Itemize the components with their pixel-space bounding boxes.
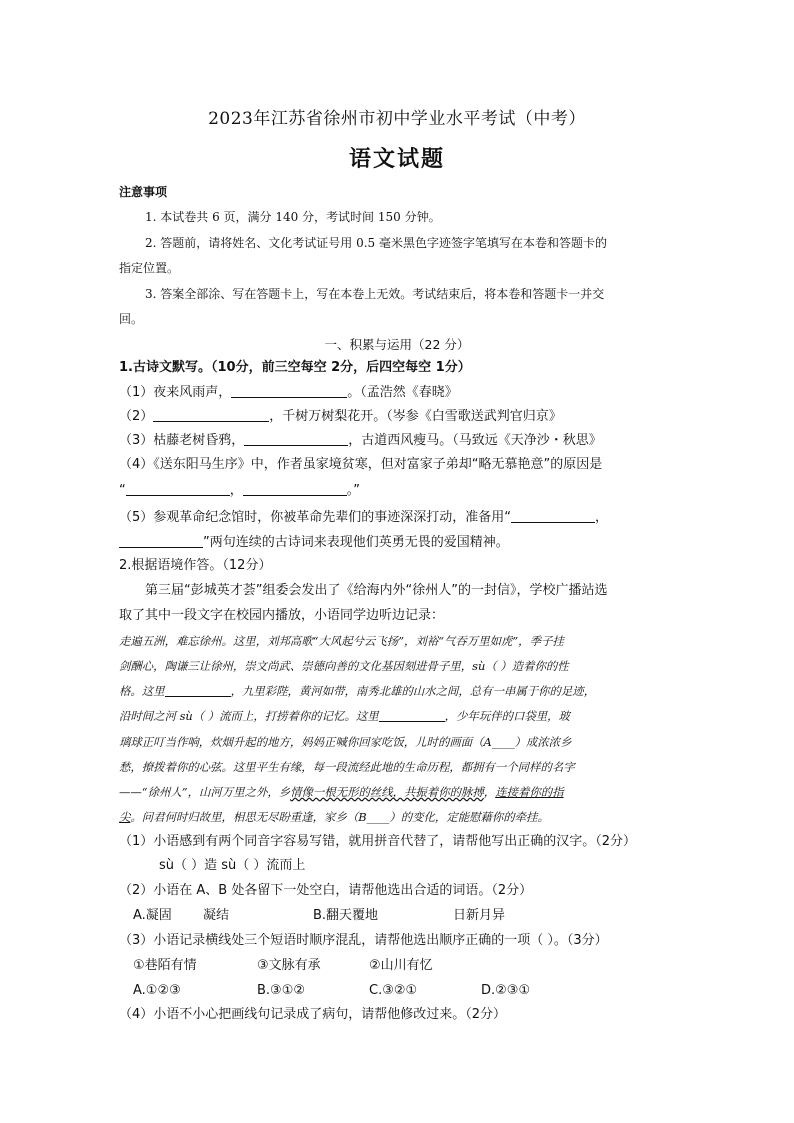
record-line-8 bbox=[119, 808, 679, 826]
q1-part4b bbox=[119, 481, 679, 500]
answer-blank[interactable] bbox=[119, 533, 203, 548]
q1-part2-a: （2） bbox=[119, 409, 154, 424]
record-line-5: 璃球正叮当作响，炊烟升起的地方，妈妈正喊你回家吃饭，儿时的画面（A____）成浓浓乡 bbox=[119, 735, 572, 749]
record-line-6: 愁，撩拨着你的心弦。这里平生有缘，每一段流经此地的生命历程，都拥有一个同样的名字 bbox=[119, 760, 575, 774]
q1-part5b bbox=[119, 533, 679, 552]
choice-d: D.②③① bbox=[481, 983, 531, 998]
q2-sub3-options bbox=[119, 982, 693, 1000]
answer-blank[interactable] bbox=[126, 481, 230, 496]
notice-heading: 注意事项 bbox=[119, 185, 168, 199]
q2-sub1: （1）小语感到有两个同音字容易写错，就用拼音代替了，请帮他写出正确的汉字。（2分） bbox=[119, 834, 637, 849]
record-line-1: 走遍五洲，难忘徐州。这里，刘邦高歌“大风起兮云飞扬”，刘裕“气吞万里如虎”，季子挂 bbox=[119, 634, 564, 648]
option-b2: 日新月异 bbox=[453, 908, 506, 923]
q2-sub2: （2）小语在 A、B 处各留下一处空白，请帮他选出合适的词语。（2分） bbox=[119, 883, 533, 898]
q2-sub3-items bbox=[119, 957, 693, 975]
choice-a: A.①②③ bbox=[133, 983, 181, 998]
q2-sub2-options bbox=[119, 907, 693, 925]
record-8-underline: 尖 bbox=[119, 810, 131, 824]
notice-item-2b: 指定位置。 bbox=[119, 261, 180, 275]
record-line-4 bbox=[119, 707, 679, 725]
q1-part1-a: （1）夜来风雨声， bbox=[119, 385, 232, 400]
notice-item-3b: 回。 bbox=[119, 312, 144, 326]
notice-item-1: 1. 本试卷共 6 页，满分 140 分，考试时间 150 分钟。 bbox=[145, 210, 441, 224]
exam-title: 2023年江苏省徐州市初中学业水平考试（中考） bbox=[208, 109, 586, 129]
section-heading: 一、积累与运用（22 分） bbox=[324, 337, 470, 352]
option-a2: 凝结 bbox=[203, 908, 230, 923]
answer-blank[interactable] bbox=[511, 508, 595, 523]
record-3a: 格。这里 bbox=[119, 684, 165, 698]
phrase-2: ②山川有忆 bbox=[369, 958, 433, 973]
q1-part5a bbox=[119, 508, 679, 527]
q1-stem bbox=[119, 359, 679, 377]
q1-part2 bbox=[119, 407, 679, 426]
q1-part5-c: ”两句连续的古诗词来表现他们英勇无畏的爱国精神。 bbox=[203, 535, 509, 550]
q1-part2-b: ，千树万树梨花开。（岑参《白雪歌送武判官归京》 bbox=[269, 409, 562, 424]
record-7a: ——“徐州人”，山河万里之外，乡 bbox=[119, 785, 291, 799]
q1-part1 bbox=[119, 383, 679, 402]
answer-blank[interactable] bbox=[231, 383, 347, 398]
q1-part3-b: ，古道西风瘦马。（马致远《天净沙・秋思》 bbox=[348, 433, 602, 448]
record-3b: ，九里彩陛，黄河如带，南秀北雄的山水之间，总有一串属于你的足迹， bbox=[230, 684, 596, 698]
answer-blank[interactable] bbox=[243, 481, 347, 496]
q2-sub4: （4）小语不小心把画线句记录成了病句，请帮他修改过来。（2分） bbox=[119, 1007, 507, 1022]
choice-b: B.③①② bbox=[257, 983, 306, 998]
notice-item-2a: 2. 答题前，请将姓名、文化考试证号用 0.5 毫米黑色字迹签字笔填写在本卷和答题卡的 bbox=[145, 236, 607, 250]
record-7-wavy: 情像一根无形的丝线，共振着你的脉搏 bbox=[290, 785, 484, 799]
record-line-3 bbox=[119, 682, 679, 700]
q1-part3-a: （3）枯藤老树昏鸦， bbox=[119, 433, 245, 448]
q1-part1-b: 。（孟浩然《春晓》 bbox=[347, 385, 458, 400]
record-7c: ， bbox=[483, 785, 496, 799]
record-4a: 沿时间之河 sù（ ）流而上，打捞着你的记忆。这里 bbox=[119, 709, 379, 723]
choice-c: C.③②① bbox=[369, 983, 418, 998]
answer-blank[interactable] bbox=[165, 682, 231, 697]
q1-part4-close: 。” bbox=[346, 483, 361, 498]
notice-item-3a: 3. 答案全部涂、写在答题卡上，写在本卷上无效。考试结束后，将本卷和答题卡一并交 bbox=[145, 287, 605, 301]
option-a1: A.凝固 bbox=[133, 908, 172, 923]
q2-intro-2: 取了其中一段文字在校园内播放，小语同学边听边记录： bbox=[119, 608, 445, 623]
record-8b: 。问君何时归故里，相思无尽盼重逢，家乡（B____）的变化，定能慰藉你的牵挂。 bbox=[130, 810, 549, 824]
record-4b: ，少年玩伴的口袋里，玻 bbox=[444, 709, 570, 723]
exam-subtitle: 语文试题 bbox=[348, 147, 445, 172]
q2-intro-1: 第三届“彭城英才荟”组委会发出了《给海内外“徐州人”的一封信》，学校广播站选 bbox=[145, 583, 608, 598]
phrase-1: ①巷陌有情 bbox=[133, 958, 197, 973]
option-b1: B.翻天覆地 bbox=[313, 908, 379, 923]
record-line-7 bbox=[119, 783, 679, 801]
answer-blank[interactable] bbox=[379, 707, 445, 722]
q2-sub1-options: sù（ ）造 sù（ ）流而上 bbox=[159, 858, 306, 873]
q1-part4a: （4）《送东阳马生序》中，作者虽家境贫寒，但对富家子弟却“略无慕艳意”的原因是 bbox=[119, 457, 603, 472]
q1-part4-open: “ bbox=[119, 483, 126, 498]
q1-part5-a: （5）参观革命纪念馆时，你被革命先辈们的事迹深深打动，准备用“ bbox=[119, 510, 512, 525]
record-7-underline: 连接着你的指 bbox=[495, 785, 564, 799]
q1-part3 bbox=[119, 431, 679, 450]
q1-part4-comma: ， bbox=[229, 483, 243, 498]
answer-blank[interactable] bbox=[153, 407, 269, 422]
q1-stem-text: 1.古诗文默写。（10分，前三空每空 2分，后四空每空 1分） bbox=[119, 360, 471, 375]
record-line-2: 剑酬心，陶谦三让徐州，崇文尚武、崇德向善的文化基因刻进骨子里，sù（ ）造着你的性 bbox=[119, 659, 569, 673]
q2-sub3: （3）小语记录横线处三个短语时顺序混乱，请帮他选出顺序正确的一项（ ）。（3分） bbox=[119, 933, 608, 948]
q1-part5-b: ， bbox=[595, 510, 609, 525]
q2-stem: 2.根据语境作答。（12分） bbox=[119, 558, 272, 573]
answer-blank[interactable] bbox=[244, 431, 348, 446]
phrase-3: ③文脉有承 bbox=[257, 958, 321, 973]
